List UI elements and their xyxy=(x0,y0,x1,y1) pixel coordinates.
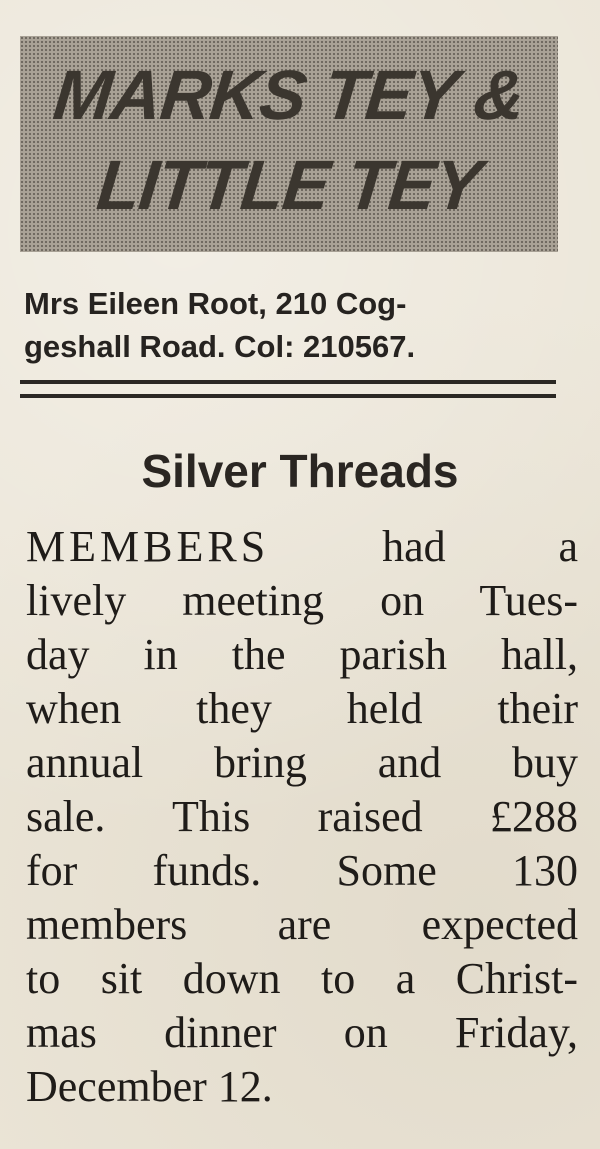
article-line: day in the parish hall, xyxy=(26,630,578,679)
masthead-title-line-1: MARKS TEY & xyxy=(49,56,529,134)
article-line: mas dinner on Friday, xyxy=(26,1008,578,1057)
article-headline: Silver Threads xyxy=(141,445,459,497)
article-line: sale. This raised £288 xyxy=(26,792,578,841)
article-line: lively meeting on Tues- xyxy=(26,576,578,625)
article-line xyxy=(26,520,578,574)
section-masthead xyxy=(20,36,558,252)
article-line: annual bring and buy xyxy=(26,738,578,787)
masthead-title-line-2: LITTLE TEY xyxy=(93,146,485,224)
article-lead-word: MEMBERS xyxy=(26,522,270,571)
divider-rule-top xyxy=(20,380,556,384)
article-line: December 12. xyxy=(26,1062,273,1111)
article-body xyxy=(26,520,578,1114)
article-line: to sit down to a Christ- xyxy=(26,954,578,1003)
article-line: for funds. Some 130 xyxy=(26,846,578,895)
article-line: members are expected xyxy=(26,900,578,949)
contact-line-1: Mrs Eileen Root, 210 Cog- xyxy=(24,286,407,321)
correspondent-contact xyxy=(24,282,564,368)
article-line: when they held their xyxy=(26,684,578,733)
divider-rule-bottom xyxy=(20,394,556,398)
article-line-text: had a xyxy=(382,522,579,571)
contact-line-2: geshall Road. Col: 210567. xyxy=(24,329,416,364)
